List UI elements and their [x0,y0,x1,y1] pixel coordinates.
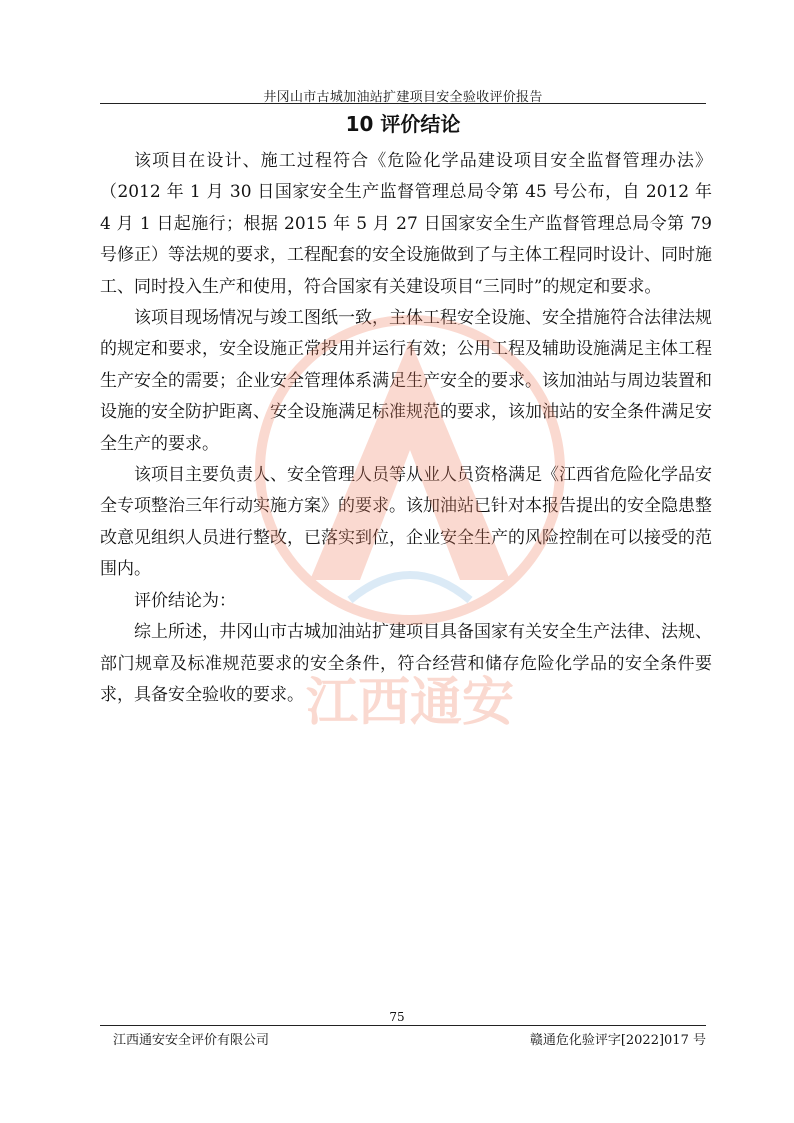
paragraph: 该项目在设计、施工过程符合《危险化学品建设项目安全监督管理办法》（2012 年 1 月 30 日国家安全生产监督管理总局令第 45 号公布，自 2012 年 4 月 1 日起施行；根据 2015 年 5 月 27 日国家安全生产监督管理总局令第 79 号修正）等法规的要求，工程配套的安全设施做到了与主体工程同时设计、同时施工、同时投入生产和使用，符合国家有关建设项目“三同时”的规定和要求。 [100,151,712,297]
paragraph: 评价结论为： [134,590,236,611]
svg-text:江西通安: 江西通安 [305,673,515,733]
paragraph: 综上所述，井冈山市古城加油站扩建项目具备国家有关安全生产法律、法规、部门规章及标准规范要求的安全条件，符合经营和储存危险化学品的安全条件要求，具备安全验收的要求。 [100,622,712,705]
paragraph: 该项目主要负责人、安全管理人员等从业人员资格满足《江西省危险化学品安全专项整治三年行动实施方案》的要求。该加油站已针对本报告提出的安全隐患整改意见组织人员进行整改，已落实到位，企业安全生产的风险控制在可以接受的范围内。 [100,465,712,580]
header-divider [100,103,706,104]
footer-doc-number: 赣通危化验评字[2022]017 号 [529,1033,706,1048]
footer-divider [100,1025,706,1026]
paragraph: 该项目现场情况与竣工图纸一致，主体工程安全设施、安全措施符合法律法规的规定和要求，安全设施正常投用并运行有效；公用工程及辅助设施满足主体工程生产安全的需要；企业安全管理体系满足生产安全的要求。该加油站与周边装置和设施的安全防护距离、安全设施满足标准规范的要求，该加油站的安全条件满足安全生产的要求。 [100,308,712,454]
body-text [100,146,712,711]
section-heading: 10 评价结论 [345,112,461,136]
footer-company: 江西通安安全评价有限公司 [113,1033,270,1048]
page-number: 75 [389,1010,405,1024]
running-header: 井冈山市古城加油站扩建项目安全验收评价报告 [263,90,543,105]
